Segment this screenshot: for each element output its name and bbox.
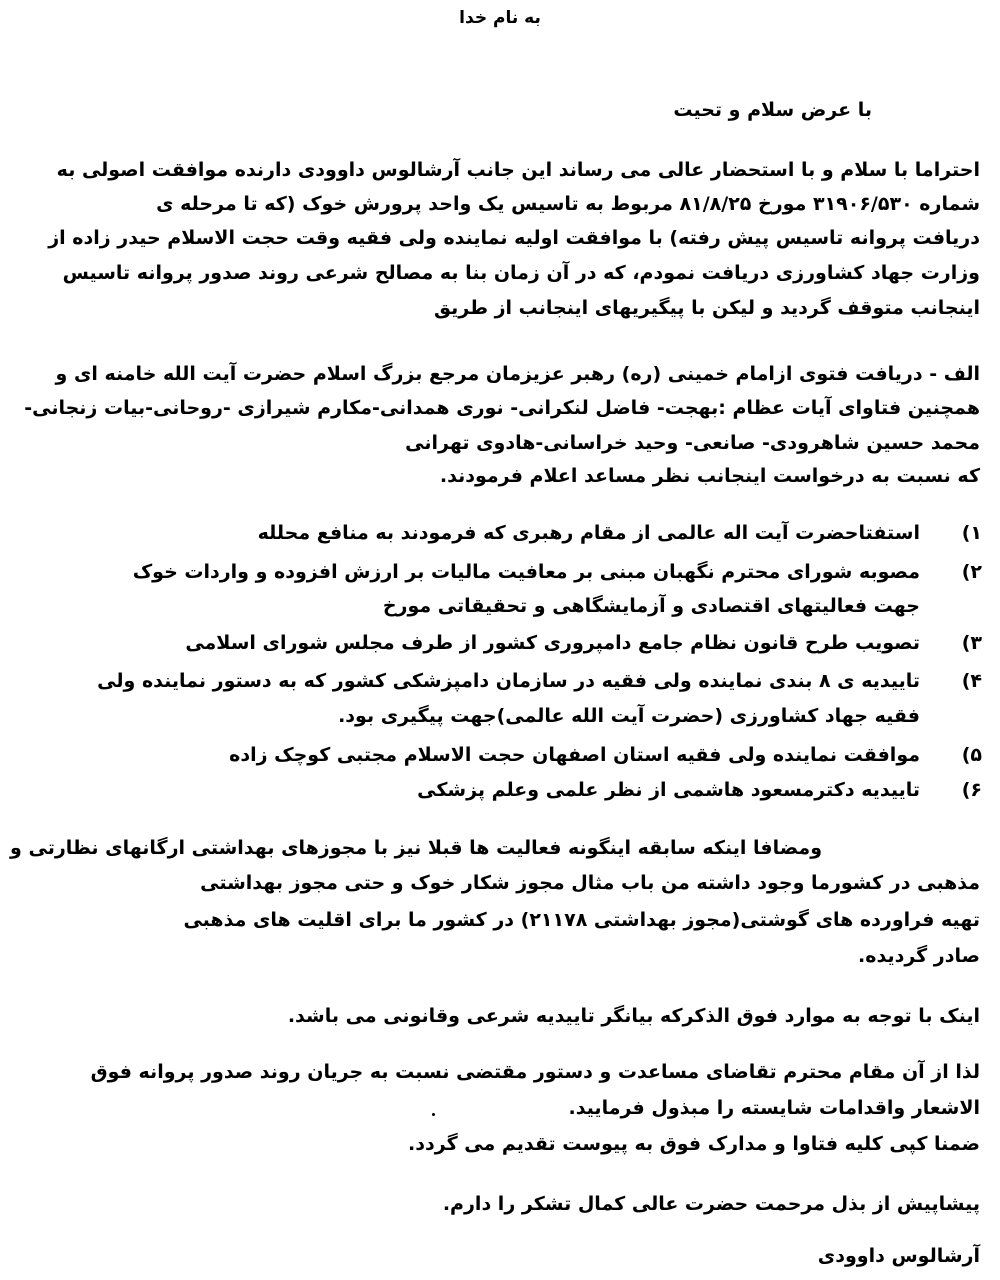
thanks-line: پیشاپیش از بذل مرحمت حضرت عالی کمال تشکر را دارم. — [442, 1193, 980, 1215]
intro-line: وزارت جهاد کشاورزی دریافت نمودم، که در آن زمان بنا به مصالح شرعی روند صدور پروانه تاسیس — [62, 262, 980, 284]
list-item: تاییدیه دکترمسعود هاشمی از نظر علمی وعلم پزشکی — [417, 779, 920, 801]
list-number: ۱) — [961, 522, 982, 544]
intro-line: شماره ۳۱۹۰۶/۵۳۰ مورخ ۸۱/۸/۲۵ مربوط به تاسیس یک واحد پرورش خوک (که تا مرحله ی — [156, 193, 980, 215]
section-a-line: که نسبت به درخواست اینجانب نظر مساعد اعلام فرمودند. — [439, 465, 980, 487]
attachment-note: ضمنا کپی کلیه فتاوا و مدارک فوق به پیوست تقدیم می گردد. — [408, 1133, 980, 1155]
intro-line: اینجانب متوقف گردید و لیکن با پیگیریهای اینجانب از طریق — [434, 297, 980, 319]
list-item: تاییدیه ی ۸ بندی نماینده ولی فقیه در سازمان دامپزشکی کشور که به دستور نماینده ولی — [97, 670, 920, 692]
greeting: با عرض سلام و تحیت — [673, 99, 872, 121]
list-number: ۳) — [961, 632, 982, 654]
signature: آرشالوس داوودی — [817, 1245, 980, 1267]
section-a-line: همچنین فتاوای آیات عظام :بهجت- فاضل لنکرانی- نوری همدانی-مکارم شیرازی -روحانی-بیات زنجانی- — [24, 397, 980, 419]
addition-line: صادر گردیده. — [858, 945, 980, 967]
intro-line: دریافت پروانه تاسیس پیش رفته) با موافقت اولیه نماینده ولی فقیه وقت حجت الاسلام حیدر زاده از — [48, 227, 980, 249]
intro-line: احتراما با سلام و با استحضار عالی می رساند این جانب آرشالوس داوودی دارنده موافقت اصولی به — [56, 159, 980, 181]
list-number: ۴) — [961, 670, 982, 692]
list-item: فقیه جهاد کشاورزی (حضرت آیت الله عالمی)جهت پیگیری بود. — [338, 705, 920, 727]
list-item: موافقت نماینده ولی فقیه استان اصفهان حجت الاسلام مجتبی کوچک زاده — [229, 744, 920, 766]
list-number: ۲) — [961, 561, 982, 583]
addition-line: مذهبی در کشورما وجود داشته من باب مثال مجوز شکار خوک و حتی مجوز بهداشتی — [200, 872, 980, 894]
list-item: استفتاحضرت آیت اله عالمی از مقام رهبری که فرمودند به منافع محلله — [257, 522, 920, 544]
section-a-line: محمد حسین شاهرودی- صانعی- وحید خراسانی-هادوی تهرانی — [405, 432, 980, 454]
addition-line: تهیه فراورده های گوشتی(مجوز بهداشتی ۲۱۱۷۸) در کشور ما برای اقلیت های مذهبی — [183, 909, 980, 931]
list-item: تصویب طرح قانون نظام جامع دامپروری کشور از طرف مجلس شورای اسلامی — [185, 632, 920, 654]
section-a-line: الف - دریافت فتوی ازامام خمینی (ره) رهبر عزیزمان مرجع بزرگ اسلام حضرت آیت الله خامنه ای و — [55, 363, 980, 385]
list-item: مصوبه شورای محترم نگهبان مبنی بر معافیت مالیات بر ارزش افزوده و واردات خوک — [132, 561, 920, 583]
list-item: جهت فعالیتهای اقتصادی و آزمایشگاهی و تحقیقاتی مورخ — [382, 595, 920, 617]
request-line: لذا از آن مقام محترم تقاضای مساعدت و دستور مقتضی نسبت به جریان روند صدور پروانه فوق — [90, 1061, 980, 1083]
addition-line: ومضافا اینکه سابقه اینگونه فعالیت ها قبلا نیز با مجوزهای بهداشتی ارگانهای نظارتی و — [10, 837, 822, 859]
list-number: ۵) — [961, 744, 982, 766]
page-title: به نام خدا — [459, 8, 541, 28]
list-number: ۶) — [961, 779, 982, 801]
request-line: الاشعار واقدامات شایسته را مبذول فرمایید. — [568, 1097, 980, 1119]
stray-dot — [432, 1113, 435, 1116]
now-paragraph: اینک با توجه به موارد فوق الذکرکه بیانگر تاییدیه شرعی وقانونی می باشد. — [287, 1005, 980, 1027]
